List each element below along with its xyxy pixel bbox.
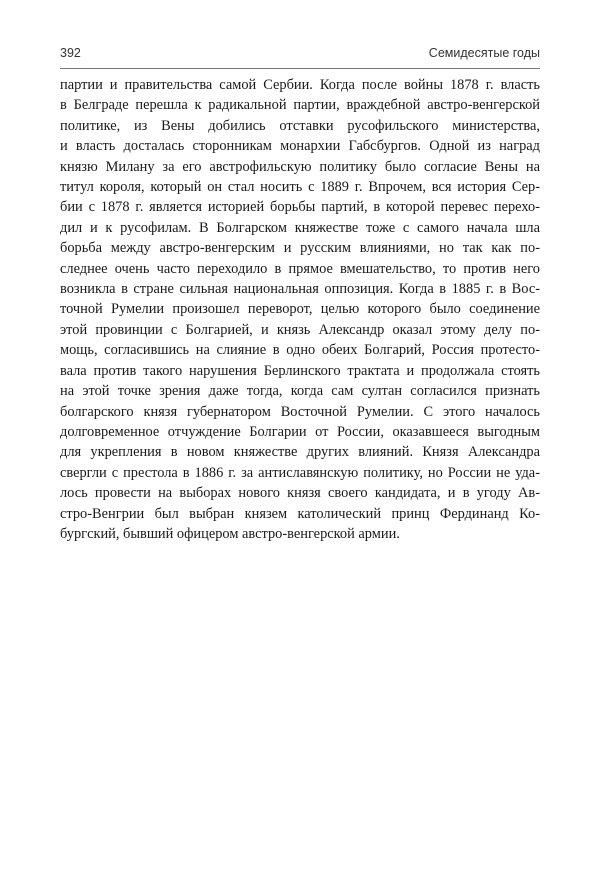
text-line: на этой точке зрения даже тогда, когда сам султан согласился признать [60, 383, 540, 400]
text-line: и власть досталась сторонникам монархии Габсбургов. Одной из наград [60, 138, 540, 155]
text-line: точной Румелии произошел переворот, целью которого было соединение [60, 301, 540, 318]
text-line: бии с 1878 г. является историей борьбы партий, в которой перевес перехо- [60, 199, 540, 216]
text-line: болгарского князя губернатором Восточной Румелии. С этого началось [60, 403, 540, 420]
text-line: дил и к русофилам. В Болгарском княжестве тоже с самого начала шла [60, 219, 540, 236]
text-line: стро-Венгрии был выбран князем католический принц Фердинанд Ко- [60, 505, 540, 522]
text-line: вала против такого нарушения Берлинского трактата и продолжала стоять [60, 362, 540, 379]
page-header [60, 46, 540, 66]
text-line: титул короля, который он стал носить с 1889 г. Впрочем, вся история Сер- [60, 179, 540, 196]
text-line: для укрепления в новом княжестве других влияний. Князя Александра [60, 444, 540, 461]
text-line: лось провести на выборах нового князя своего кандидата, и в угоду Ав- [60, 485, 540, 502]
text-line: князю Милану за его австрофильскую политику было согласие Вены на [60, 158, 540, 175]
header-rule [60, 68, 540, 69]
page-number: 392 [60, 46, 81, 60]
text-line: в Белграде перешла к радикальной партии, враждебной австро-венгерской [60, 97, 540, 114]
text-line: бургский, бывший офицером австро-венгерской армии. [60, 525, 400, 542]
text-line: свергли с престола в 1886 г. за антиславянскую политику, но России не уда- [60, 464, 540, 481]
text-line: следнее очень часто переходило в прямое вмешательство, то против него [60, 260, 540, 277]
text-line: борьба между австро-венгерским и русским влияниями, но так как по- [60, 240, 540, 257]
text-line: мощь, согласившись на слияние в одно обеих Болгарий, Россия протесто- [60, 342, 540, 359]
text-line: долговременное отчуждение Болгарии от России, оказавшееся выгодным [60, 423, 540, 440]
running-title: Семидесятые годы [428, 46, 540, 60]
text-line: политике, из Вены добились отставки русофильского министерства, [60, 117, 540, 134]
text-line: этой провинции с Болгарией, и князь Александр оказал этому делу по- [60, 321, 540, 338]
text-line: партии и правительства самой Сербии. Когда после войны 1878 г. власть [60, 77, 540, 93]
text-line: возникла в стране сильная национальная оппозиция. Когда в 1885 г. в Вос- [60, 281, 540, 298]
book-page [60, 46, 540, 544]
body-paragraph [60, 75, 540, 544]
